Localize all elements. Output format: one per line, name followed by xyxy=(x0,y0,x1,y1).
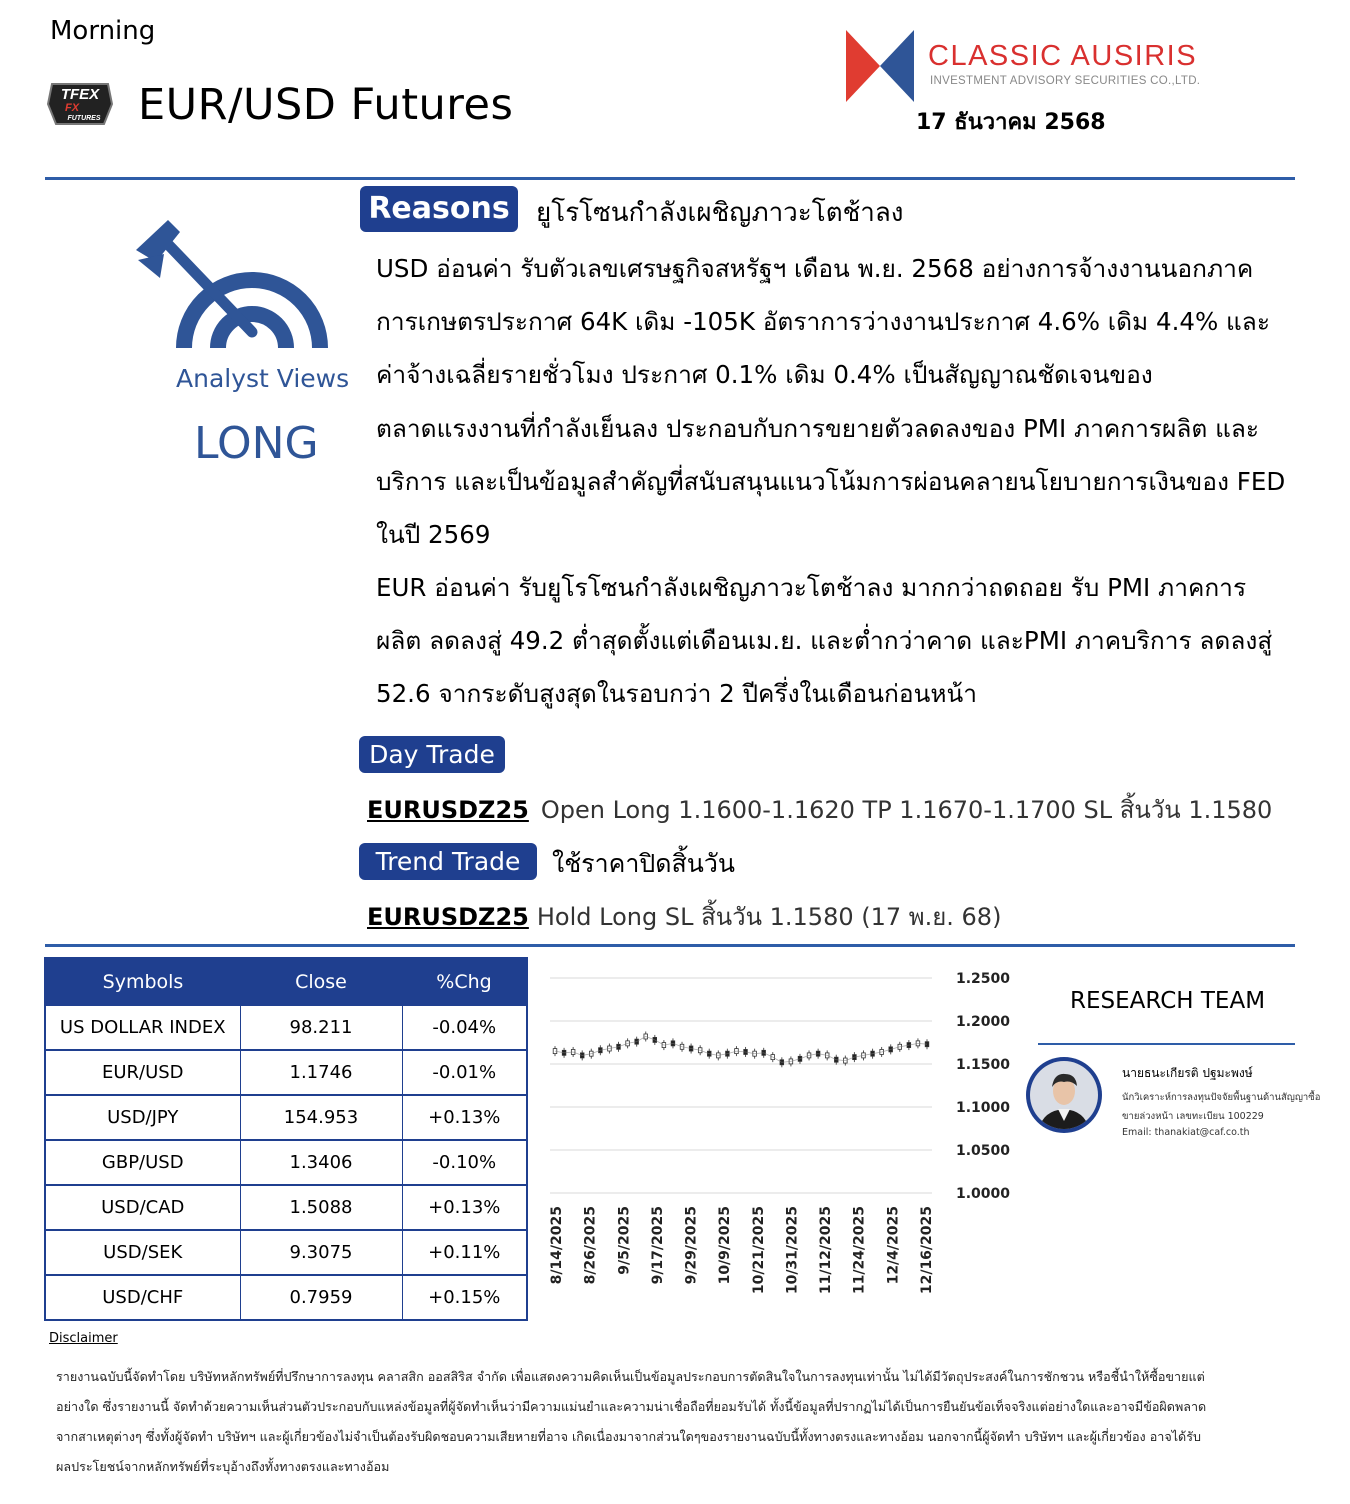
tfex-logo-line3: FUTURES xyxy=(67,115,101,122)
symbol-cell: USD/JPY xyxy=(45,1095,240,1140)
usd-reason-line: บริการ และเป็นข้อมูลสำคัญที่สนับสนุนแนวโน้มการผ่อนคลายนโยบายการเงินของ FED xyxy=(376,466,1286,496)
close-cell: 9.3075 xyxy=(240,1230,402,1275)
tfex-logo-line2: FX xyxy=(64,102,80,114)
usd-reason-line: ตลาดแรงงานที่กำลังเย็นลง ประกอบกับการขยายตัวลดลงของ PMI ภาคการผลิต และ xyxy=(376,413,1260,443)
x-tick-label: 11/24/2025 xyxy=(851,1206,868,1295)
x-tick-label: 12/16/2025 xyxy=(919,1206,935,1295)
session-label: Morning xyxy=(50,16,156,46)
research-team-title: RESEARCH TEAM xyxy=(1070,988,1266,1014)
change-cell: +0.13% xyxy=(402,1095,527,1140)
day-trade-label: Day Trade xyxy=(359,736,505,773)
y-tick-label: 1.1000 xyxy=(956,1100,1011,1116)
disclaimer-text xyxy=(56,1362,1266,1482)
disclaimer-line: อย่างใด ซึ่งรายงานนี้ จัดทำด้วยความเห็นส่วนตัวประกอบกับแหล่งข้อมูลที่ผู้จัดทำเห็นว่ามีความแม่นยำและความน่าเชื่อถือที่ยอมรับได้ ทั้งนี้ข้อมูลที่ปรากฏไม่ได้เป็นการยืนยันข้อเท็จจริงแต่อย่างใดและอาจมีข้อผิดพลาด xyxy=(56,1399,1207,1414)
page-title: EUR/USD Futures xyxy=(138,80,514,130)
y-tick-label: 1.0000 xyxy=(956,1186,1011,1202)
table-row xyxy=(45,1050,527,1095)
x-tick-label: 9/5/2025 xyxy=(616,1206,633,1275)
analyst-avatar xyxy=(1024,1055,1104,1135)
column-header: Symbols xyxy=(45,958,240,1005)
symbol-cell: USD/CHF xyxy=(45,1275,240,1320)
table-row xyxy=(45,1005,527,1050)
y-tick-label: 1.2000 xyxy=(956,1014,1011,1030)
close-cell: 1.5088 xyxy=(240,1185,402,1230)
usd-reason-paragraph xyxy=(376,242,1321,561)
usd-reason-line: การเกษตรประกาศ 64K เดิม -105K อัตราการว่างงานประกาศ 4.6% เดิม 4.4% และ xyxy=(376,307,1270,337)
trend-trade-symbol: EURUSDZ25 xyxy=(367,903,529,931)
change-cell: -0.10% xyxy=(402,1140,527,1185)
reasons-label: Reasons xyxy=(360,186,518,232)
tfex-fx-futures-logo xyxy=(46,80,114,128)
eur-reason-line: EUR อ่อนค่า รับยูโรโซนกำลังเผชิญภาวะโตช้าลง มากกว่าถดถอย รับ PMI ภาคการ xyxy=(376,573,1247,602)
analyst-email[interactable]: Email: thanakiat@caf.co.th xyxy=(1122,1127,1250,1138)
usd-reason-line: USD อ่อนค่า รับตัวเลขเศรษฐกิจสหรัฐฯ เดือน พ.ย. 2568 อย่างการจ้างงานนอกภาค xyxy=(376,254,1254,283)
x-tick-label: 10/21/2025 xyxy=(750,1206,767,1295)
symbol-cell: US DOLLAR INDEX xyxy=(45,1005,240,1050)
table-row xyxy=(45,1230,527,1275)
x-tick-label: 8/14/2025 xyxy=(549,1206,565,1285)
x-tick-label: 12/4/2025 xyxy=(885,1206,902,1285)
analyst-role-line: ขายล่วงหน้า เลขทะเบียน 100229 xyxy=(1122,1111,1264,1122)
x-tick-label: 9/29/2025 xyxy=(683,1206,700,1285)
table-row xyxy=(45,1140,527,1185)
reasons-headline: ยูโรโซนกำลังเผชิญภาวะโตช้าลง xyxy=(536,198,904,228)
x-tick-label: 8/26/2025 xyxy=(582,1206,599,1285)
change-cell: +0.13% xyxy=(402,1185,527,1230)
x-tick-label: 10/31/2025 xyxy=(784,1206,801,1295)
trend-trade-label: Trend Trade xyxy=(359,843,537,880)
disclaimer-line: ผลประโยชน์จากหลักทรัพย์ที่ระบุอ้างถึงทั้งทางตรงและทางอ้อม xyxy=(56,1459,390,1474)
symbol-cell: GBP/USD xyxy=(45,1140,240,1185)
classic-ausiris-logo-icon xyxy=(846,28,916,104)
close-cell: 1.3406 xyxy=(240,1140,402,1185)
day-trade-symbol: EURUSDZ25 xyxy=(367,796,529,824)
analyst-name: นายธนะเกียรติ ปฐมะพงษ์ xyxy=(1122,1066,1253,1080)
usd-reason-line: ในปี 2569 xyxy=(376,520,491,550)
column-header: %Chg xyxy=(402,958,527,1005)
section-divider xyxy=(45,944,1295,947)
position-label: LONG xyxy=(194,418,319,469)
x-tick-label: 11/12/2025 xyxy=(818,1206,835,1295)
trend-trade-line xyxy=(367,897,1001,936)
disclaimer-line: จากสาเหตุต่างๆ ซึ่งทั้งผู้จัดทำ บริษัทฯ และผู้เกี่ยวข้องไม่จำเป็นต้องรับผิดชอบความเสียหายที่อาจ เกิดเนื่องมาจากส่วนใดๆของรายงานฉบับนี้ทั้งทางตรงและทางอ้อม นอกจากนี้ผู้จัดทำ บริษัทฯ และผู้เกี่ยวข้อง อาจได้รับ xyxy=(56,1429,1201,1444)
table-row xyxy=(45,1185,527,1230)
table-row xyxy=(45,1275,527,1320)
eur-reason-line: 52.6 จากระดับสูงสุดในรอบกว่า 2 ปีครึ่งในเดือนก่อนหน้า xyxy=(376,679,977,709)
day-trade-line xyxy=(367,790,1272,829)
eur-reason-line: ผลิต ลดลงสู่ 49.2 ต่ำสุดตั้งแต่เดือนเม.ย. และต่ำกว่าคาด และPMI ภาคบริการ ลดลงสู่ xyxy=(376,626,1273,656)
tfex-logo-line1: TFEX xyxy=(60,86,100,103)
eurusd-price-chart xyxy=(540,960,1020,1310)
close-cell: 1.1746 xyxy=(240,1050,402,1095)
close-cell: 154.953 xyxy=(240,1095,402,1140)
symbol-cell: USD/SEK xyxy=(45,1230,240,1275)
day-trade-text: Open Long 1.1600-1.1620 TP 1.1670-1.1700 SL สิ้นวัน 1.1580 xyxy=(540,796,1273,824)
x-tick-label: 10/9/2025 xyxy=(717,1206,734,1285)
brand-name: CLASSIC AUSIRIS xyxy=(928,40,1198,72)
table-header-row xyxy=(45,958,527,1005)
column-header: Close xyxy=(240,958,402,1005)
disclaimer-title: Disclaimer xyxy=(49,1331,118,1346)
symbol-cell: EUR/USD xyxy=(45,1050,240,1095)
y-tick-label: 1.0500 xyxy=(956,1143,1011,1159)
y-tick-label: 1.2500 xyxy=(956,971,1011,987)
market-table xyxy=(44,957,528,1321)
header-divider xyxy=(45,177,1295,180)
change-cell: +0.11% xyxy=(402,1230,527,1275)
change-cell: -0.01% xyxy=(402,1050,527,1095)
target-arrow-icon xyxy=(134,220,344,370)
analyst-role-line: นักวิเคราะห์การลงทุนปัจจัยพื้นฐานด้านสัญญาซื้อ xyxy=(1122,1092,1321,1103)
trend-trade-text: Hold Long SL สิ้นวัน 1.1580 (17 พ.ย. 68) xyxy=(536,903,1002,931)
close-cell: 98.211 xyxy=(240,1005,402,1050)
report-date: 17 ธันวาคม 2568 xyxy=(916,110,1106,135)
trend-trade-subtitle: ใช้ราคาปิดสิ้นวัน xyxy=(552,849,735,878)
analyst-role xyxy=(1122,1088,1322,1126)
brand-subtitle: INVESTMENT ADVISORY SECURITIES CO.,LTD. xyxy=(930,75,1201,87)
y-tick-label: 1.1500 xyxy=(956,1057,1011,1073)
analyst-views-label: Analyst Views xyxy=(176,364,350,393)
change-cell: -0.04% xyxy=(402,1005,527,1050)
disclaimer-line: รายงานฉบับนี้จัดทำโดย บริษัทหลักทรัพย์ที่ปรึกษาการลงทุน คลาสสิก ออสสิริส จำกัด เพื่อแสดงความคิดเห็นเป็นข้อมูลประกอบการตัดสินใจในการลงทุนเท่านั้น ไม่ได้มีวัตถุประสงค์ในการชักชวน หรือชี้นำให้ซื้อขายแต่ xyxy=(56,1369,1205,1384)
eur-reason-paragraph xyxy=(376,561,1321,721)
x-tick-label: 9/17/2025 xyxy=(649,1206,666,1285)
research-team-divider xyxy=(1038,1043,1295,1045)
usd-reason-line: ค่าจ้างเฉลี่ยรายชั่วโมง ประกาศ 0.1% เดิม 0.4% เป็นสัญญาณชัดเจนของ xyxy=(376,360,1153,390)
change-cell: +0.15% xyxy=(402,1275,527,1320)
table-row xyxy=(45,1095,527,1140)
symbol-cell: USD/CAD xyxy=(45,1185,240,1230)
close-cell: 0.7959 xyxy=(240,1275,402,1320)
